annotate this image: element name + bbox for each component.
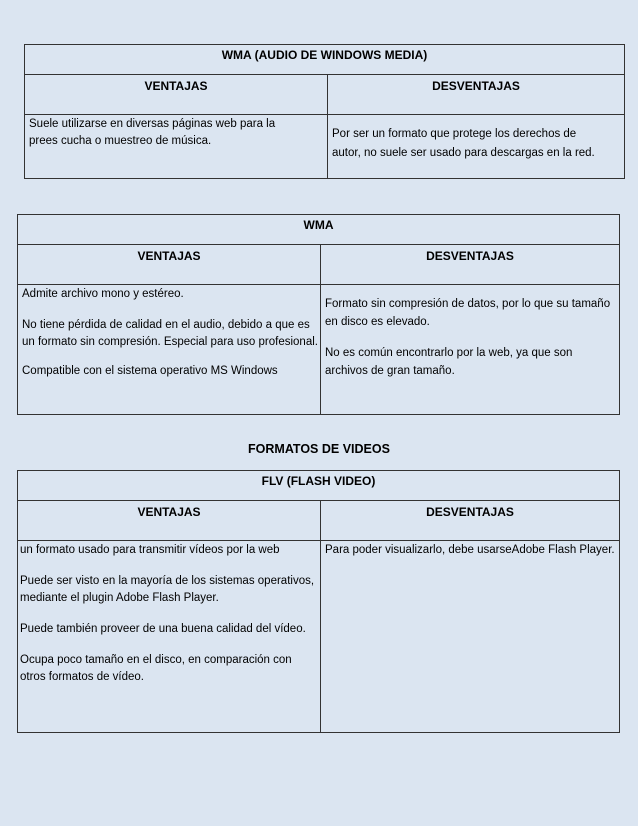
desventajas-cell — [321, 541, 620, 733]
ventajas-item: un formato usado para transmitir vídeos por la web — [20, 544, 280, 556]
table-title: WMA (AUDIO DE WINDOWS MEDIA) — [25, 45, 625, 75]
desventajas-line: Por ser un formato que protege los derechos de — [332, 128, 577, 140]
ventajas-header: VENTAJAS — [18, 245, 321, 285]
ventajas-item: No tiene pérdida de calidad en el audio, debido a que es un formato sin compresión. Especial para uso profesional. — [22, 319, 318, 348]
table-title: WMA — [18, 215, 620, 245]
ventajas-line: prees cucha o muestreo de música. — [29, 135, 212, 147]
desventajas-header: DESVENTAJAS — [328, 75, 625, 115]
ventajas-item: Ocupa poco tamaño en el disco, en comparación con otros formatos de vídeo. — [20, 654, 292, 683]
ventajas-item: Puede también proveer de una buena calidad del vídeo. — [20, 623, 306, 635]
ventajas-header: VENTAJAS — [18, 501, 321, 541]
desventajas-item: Formato sin compresión de datos, por lo que su tamaño en disco es elevado. — [325, 298, 611, 328]
section-title: FORMATOS DE VIDEOS — [248, 442, 390, 456]
table-title: FLV (FLASH VIDEO) — [18, 471, 620, 501]
ventajas-line: Suele utilizarse en diversas páginas web para la — [29, 118, 276, 130]
ventajas-item: Compatible con el sistema operativo MS Windows — [22, 365, 278, 377]
desventajas-cell — [321, 285, 620, 415]
ventajas-header: VENTAJAS — [25, 75, 328, 115]
desventajas-line: autor, no suele ser usado para descargas en la red. — [332, 147, 595, 159]
ventajas-cell — [18, 285, 321, 415]
ventajas-item: Admite archivo mono y estéreo. — [22, 288, 184, 300]
ventajas-item: Puede ser visto en la mayoría de los sistemas operativos, mediante el plugin Adobe Flash Player. — [20, 575, 315, 604]
desventajas-cell — [328, 115, 625, 179]
desventajas-header: DESVENTAJAS — [321, 501, 620, 541]
wma-audio-table — [24, 44, 625, 179]
desventajas-item: Para poder visualizarlo, debe usarseAdobe Flash Player. — [325, 544, 615, 556]
ventajas-cell — [18, 541, 321, 733]
ventajas-cell — [25, 115, 328, 179]
desventajas-item: No es común encontrarlo por la web, ya que son archivos de gran tamaño. — [325, 347, 573, 377]
flv-table — [17, 470, 620, 733]
desventajas-header: DESVENTAJAS — [321, 245, 620, 285]
wma-table — [17, 214, 620, 415]
